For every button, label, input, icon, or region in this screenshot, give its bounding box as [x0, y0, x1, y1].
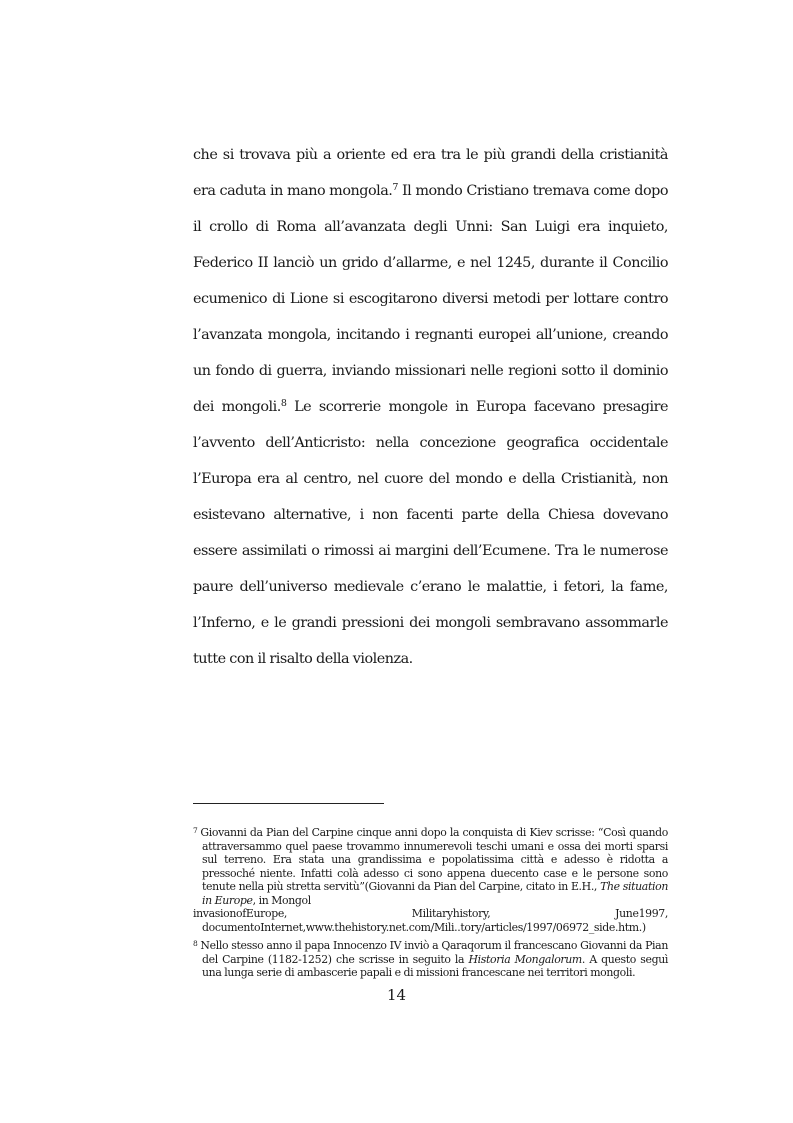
footnote-ref-7[interactable]: 7 — [392, 182, 398, 193]
footnote-mark: 7 — [193, 826, 198, 835]
footnote-ref-8[interactable]: 8 — [280, 398, 287, 409]
footnote-7-title: The situation in Europe — [202, 880, 668, 907]
body-text — [193, 137, 668, 677]
body-paragraph — [193, 137, 668, 677]
footnote-8 — [193, 939, 668, 980]
footnote-7-text: Giovanni da Pian del Carpine cinque anni dopo la conquista di Kiev scrisse: “Così quando attraversammo quel paese trovammo innumerevoli teschi umani e ossa dei morti sparsi sul terreno. Era stata una grandissima e popolatissima città e adesso è ridotta a pressoché niente. Infatti colà adesso ci sono appena duecento case e le persone sono tenute nella più stretta servitù”(Giovanni da Pian del Carpine, citato in E.H., — [200, 826, 668, 893]
footnotes — [193, 826, 668, 985]
body-text-part-1: che si trovava più a oriente ed era tra le più grandi della cristianità era caduta in mano mongola. — [193, 147, 668, 199]
footnote-7-word: June1997, — [615, 907, 668, 920]
body-text-part-2: Il mondo Cristiano tremava come dopo il crollo di Roma all’avanzata degli Unni: San Luigi era inquieto, Federico II lanciò un grido d’allarme, e nel 1245, durante il Concilio ecumenico di Lione si escogitarono diversi metodi per lottare contro l’avanzata mongola, incitando i regnanti europei all’unione, creando un fondo di guerra, inviando missionari nelle regioni sotto il dominio dei mongoli. — [193, 183, 668, 415]
footnote-7-word: invasionofEurope, — [193, 907, 288, 920]
footnote-7-url: documentoInternet,www.thehistory.net.com/Mili..tory/articles/1997/06972_side.htm.) — [202, 920, 646, 934]
footnote-mark: 8 — [193, 939, 198, 948]
body-text-part-3: Le scorrerie mongole in Europa facevano presagire l’avvento dell’Anticristo: nella concezione geografica occidentale l’Europa era al centro, nel cuore del mondo e della Cristianità, non esistevano alternative, i non facenti parte della Chiesa dovevano essere assimilati o rimossi ai margini dell’Ecumene. Tra le numerose paure dell’universo medievale c’erano le malattie, i fetori, la fame, l’Inferno, e le grandi pressioni dei mongoli sembravano assommarle tutte con il risalto della violenza. — [193, 399, 668, 667]
page-number: 14 — [386, 986, 407, 1004]
footnote-7-word: Militaryhistory, — [411, 907, 491, 920]
footnote-7 — [193, 826, 668, 934]
footnote-7-citation-line — [193, 907, 668, 921]
footnote-8-text: Nello stesso anno il papa Innocenzo IV inviò a Qaraqorum il francescano Giovanni da Pian del Carpine (1182-1252) che scrisse in seguito la — [200, 939, 668, 966]
footnote-separator — [193, 803, 384, 804]
footnote-8-title: Historia Mongalorum — [468, 952, 582, 966]
footnote-8-text-end: . A questo seguì una lunga serie di ambascerie papali e di missioni francescane nei territori mongoli. — [202, 952, 668, 979]
footnote-7-text-mid: , in Mongol — [252, 893, 311, 907]
